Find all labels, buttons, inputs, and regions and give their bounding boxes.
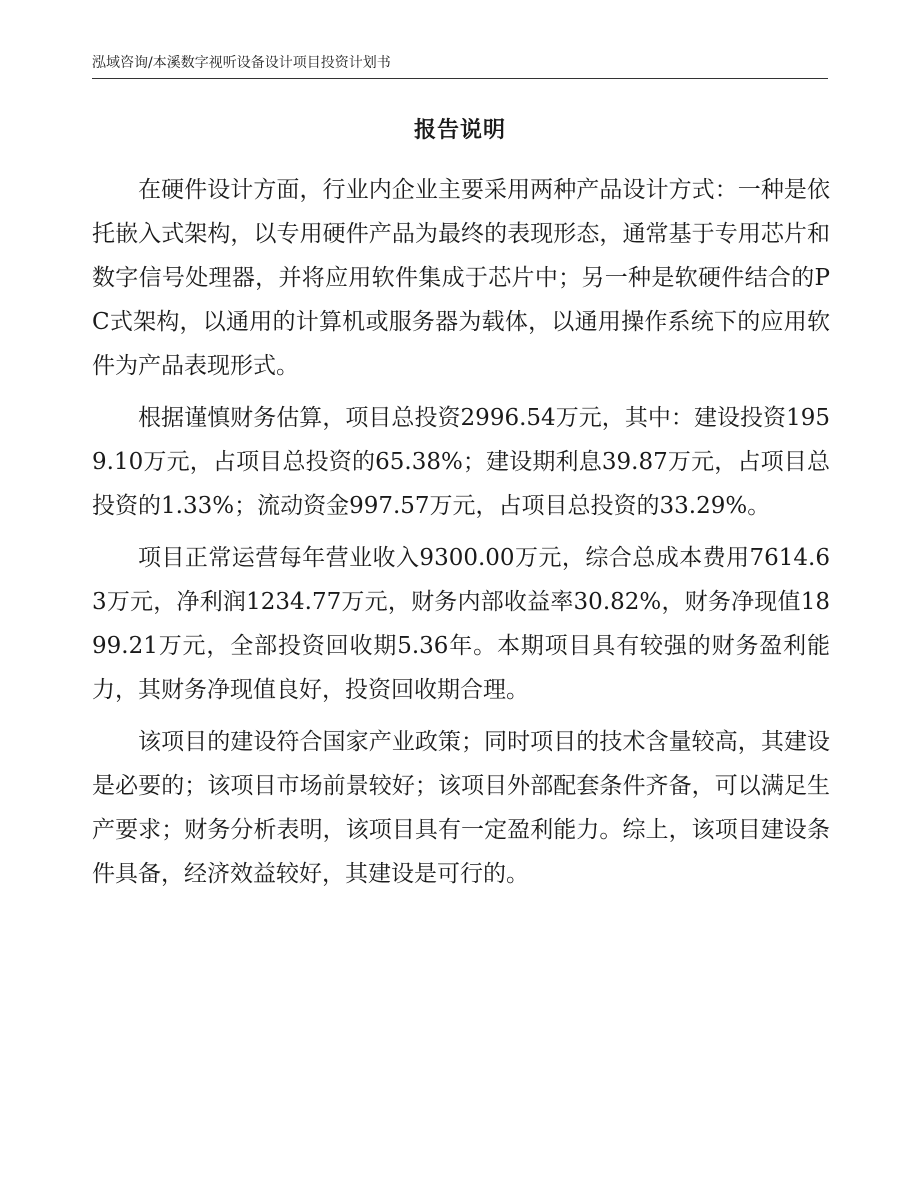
report-body <box>92 168 830 904</box>
header-divider <box>92 78 828 79</box>
running-header: 泓域咨询/本溪数字视听设备设计项目投资计划书 <box>92 55 391 71</box>
paragraph-financial-returns: 项目正常运营每年营业收入9300.00万元，综合总成本费用7614.63万元，净利润1234.77万元，财务内部收益率30.82%，财务净现值1899.21万元，全部投资回收期5.36年。本期项目具有较强的财务盈利能力，其财务净现值良好，投资回收期合理。 <box>92 545 830 703</box>
page-title: 报告说明 <box>413 118 506 143</box>
paragraph-investment-estimate: 根据谨慎财务估算，项目总投资2996.54万元，其中：建设投资1959.10万元，占项目总投资的65.38%；建设期利息39.87万元，占项目总投资的1.33%；流动资金997.57万元，占项目总投资的33.29%。 <box>92 405 830 519</box>
paragraph-conclusion: 该项目的建设符合国家产业政策；同时项目的技术含量较高，其建设是必要的；该项目市场前景较好；该项目外部配套条件齐备，可以满足生产要求；财务分析表明，该项目具有一定盈利能力。综上，该项目建设条件具备，经济效益较好，其建设是可行的。 <box>92 729 830 887</box>
paragraph-hardware-design: 在硬件设计方面，行业内企业主要采用两种产品设计方式：一种是依托嵌入式架构，以专用硬件产品为最终的表现形态，通常基于专用芯片和数字信号处理器，并将应用软件集成于芯片中；另一种是软硬件结合的PC式架构，以通用的计算机或服务器为载体，以通用操作系统下的应用软件为产品表现形式。 <box>92 177 830 379</box>
